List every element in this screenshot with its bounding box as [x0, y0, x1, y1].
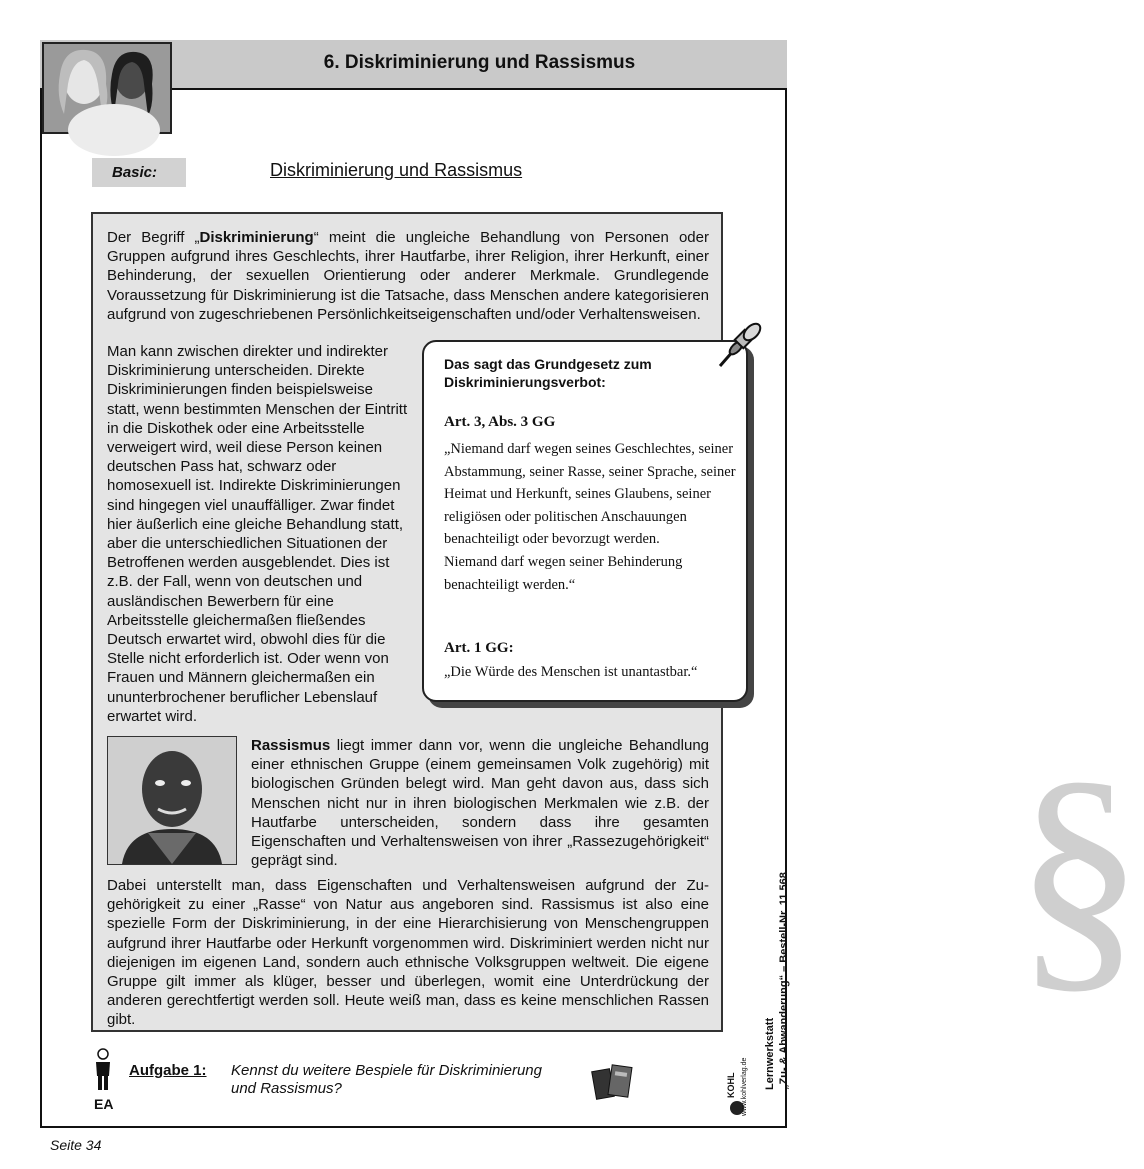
term-diskriminierung: Diskriminierung	[199, 229, 314, 246]
closing-paragraph: Dabei unterstellt man, dass Eigenschaften und Verhaltensweisen aufgrund der Zugehörigkeit zu einer „Rasse“ von Natur aus angeboren sind. Rassismus ist also eine spezielle Form der Diskriminierung, in der eine Hierarchisierung von Menschengruppen aufgrund ihrer Hautfarbe oder Herkunft vorgenommen wird. Diskriminiert werden nicht nur diejenigen im eigenen Land, sondern auch ethnische Volksgruppen weltweit. Die eigene Gruppe gilt immer als klüger, besser und überlegen, womit eine Unterdrückung der anderen gerechtfertigt werden soll. Heute weiß man, dass es keine menschlichen Rassen gibt.	[107, 877, 709, 1029]
art1-title: Art. 1 GG:	[444, 640, 514, 656]
work-mode-label: EA	[94, 1096, 114, 1112]
racism-paragraph	[251, 736, 709, 870]
books-icon	[592, 1062, 636, 1102]
portrait-photo	[107, 736, 237, 865]
art3-title: Art. 3, Abs. 3 GG	[444, 414, 556, 430]
paragraph-symbol: §	[1014, 728, 1144, 1016]
task-question: Kennst du weitere Bespiele für Diskriminierung und Rassismus?	[231, 1062, 542, 1097]
order-number: „Zu- & Abwanderung“ – Bestell-Nr. 11 568	[778, 872, 790, 1090]
intro-rest: “ meint die ungleiche Behandlung von Personen oder Gruppen aufgrund ihres Geschlechts, ihrer Hautfarbe, ihrer Religion, ihrer Herkunft, einer Behinderung, der sexuellen Orientierung oder anderer Merkmale. Grundlegende Voraussetzung für Diskriminierung ist die Tatsache, dass Menschen andere kategorisieren aufgrund von zugeschriebenen Persönlichkeitseigenschaften und/oder Verhaltensweisen.	[107, 229, 709, 323]
task-label	[129, 1062, 207, 1079]
intro-prefix: Der Begriff „	[107, 229, 200, 246]
publisher-url: www.kohlverlag.de	[741, 1057, 748, 1116]
art3-text	[444, 438, 742, 596]
section-subtitle: Diskriminierung und Rassismus	[270, 160, 523, 180]
term-rassismus: Rassismus	[251, 737, 331, 754]
art1-text: „Die Würde des Menschen ist unantastbar.“	[444, 664, 698, 680]
art3-text-part2: Niemand darf wegen seiner Behinderung benachteiligt werden.“	[444, 553, 683, 593]
page-number: Seite 34	[50, 1137, 102, 1153]
page-title: 6. Diskriminierung und Rassismus	[323, 52, 636, 73]
direct-indirect-paragraph: Man kann zwischen direkter und indirekter Diskriminierung unterscheiden. Direkte Diskriminierungen finden beispielsweise statt, wenn bestimmten Menschen der Eintritt in die Diskothek oder eine Arbeitsstelle verweigert wird, weil diese Person keinen deutschen Pass hat, schwarz oder homosexuell ist. Indirekte Diskriminierungen sind hingegen viel unauffälliger. Zwar findet hier äußerlich eine gleiche Behandlung statt, aber die unterschiedlichen Situationen der Betroffenen werden ausgeblendet. Dies ist z.B. der Fall, wenn von deutschen und ausländischen Bewerbern für eine Arbeitsstelle gleichermaßen fließendes Deutsch erwartet wird, obwohl dies für die Stelle nicht erforderlich ist. Oder wenn von Frauen und Männern gleichermaßen ein ununterbrochener beruflicher Lebenslauf erwartet wird.	[107, 343, 408, 725]
task-label-text: Aufgabe 1	[129, 1062, 202, 1079]
logo-text: KOHL	[726, 1072, 736, 1098]
intro-paragraph	[107, 228, 709, 324]
workshop-label: Lernwerkstatt	[764, 1017, 776, 1090]
art3-text-part1: „Niemand darf wegen seines Geschlechtes, seiner Abstammung, seiner Rasse, seiner Sprache, seiner Heimat und Herkunft, seines Glaubens, seiner religiösen oder politischen Anschauungen benachteiligt oder bevorzugt werden.	[444, 441, 736, 548]
racism-rest: liegt immer dann vor, wenn die ungleiche Behandlung einer ethnischen Gruppe (einem gemeinsamen Volk zugehörig) mit biologischen Gründen belegt wird. Man geht davon aus, dass sich Menschen nicht nur in ihren biologischen Merkmalen wie z.B. der Hautfarbe unterscheiden, sondern dass ihre gesamten Eigenschaften und Verhaltensweisen von ihrer „Rassezugehörigkeit“ geprägt sind.	[251, 737, 709, 870]
law-box-heading: Das sagt das Grundgesetz zum Diskriminierungsverbot:	[444, 356, 652, 390]
header-photo	[42, 42, 172, 134]
task-label-colon: :	[201, 1062, 207, 1079]
publisher-logo	[728, 1040, 750, 1120]
student-figure-icon	[92, 1048, 114, 1092]
level-tag: Basic:	[92, 158, 186, 187]
